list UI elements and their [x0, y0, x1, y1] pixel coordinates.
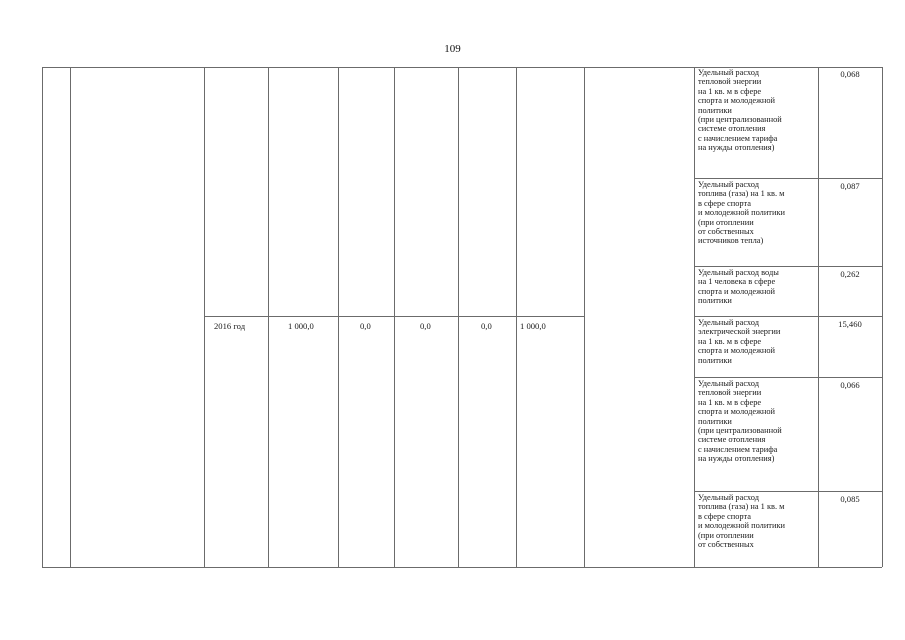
- indicator-text: Удельный расход топлива (газа) на 1 кв. м в сфере спорта и молодежной политики (при отоплении от собственных: [698, 493, 786, 550]
- row-border: [694, 266, 882, 267]
- column-border: [70, 67, 71, 567]
- col4-cell: 1 000,0: [520, 321, 546, 331]
- column-border: [338, 67, 339, 567]
- indicator-value: 15,460: [838, 319, 862, 329]
- col3-cell: 0,0: [481, 321, 492, 331]
- total-cell: 1 000,0: [288, 321, 314, 331]
- indicator-text: Удельный расход тепловой энергии на 1 кв. м в сфере спорта и молодежной политики (при централизованной системе отопления с начислением тарифа на нужды отопления): [698, 379, 782, 464]
- column-border: [458, 67, 459, 567]
- row-border: [694, 316, 882, 317]
- column-border: [268, 67, 269, 567]
- indicator-value: 0,262: [840, 269, 860, 279]
- row-border: [694, 491, 882, 492]
- indicator-text: Удельный расход топлива (газа) на 1 кв. м в сфере спорта и молодежной политики (при отоплении от собственных источников тепла): [698, 180, 786, 246]
- indicator-value: 0,066: [840, 380, 860, 390]
- column-border: [584, 67, 585, 567]
- budget-table: [42, 67, 882, 567]
- indicator-value: 0,068: [840, 69, 860, 79]
- column-border: [516, 67, 517, 567]
- column-border: [394, 67, 395, 567]
- row-border: [42, 567, 882, 568]
- col2-cell: 0,0: [420, 321, 431, 331]
- column-border: [694, 67, 695, 567]
- column-border: [42, 67, 43, 567]
- indicator-text: Удельный расход электрической энергии на 1 кв. м в сфере спорта и молодежной политики: [698, 318, 781, 365]
- indicator-text: Удельный расход тепловой энергии на 1 кв. м в сфере спорта и молодежной политики (при централизованной системе отопления с начислением тарифа на нужды отопления): [698, 68, 782, 153]
- column-border: [818, 67, 819, 567]
- col1-cell: 0,0: [360, 321, 371, 331]
- column-border: [204, 67, 205, 567]
- column-border: [882, 67, 883, 567]
- page-number: 109: [444, 43, 461, 55]
- row-border: [694, 178, 882, 179]
- indicator-value: 0,087: [840, 181, 860, 191]
- year-cell: 2016 год: [214, 321, 246, 331]
- indicator-text: Удельный расход воды на 1 человека в сфере спорта и молодежной политики: [698, 268, 779, 306]
- row-border: [204, 316, 584, 317]
- indicator-value: 0,085: [840, 494, 860, 504]
- row-border: [694, 377, 882, 378]
